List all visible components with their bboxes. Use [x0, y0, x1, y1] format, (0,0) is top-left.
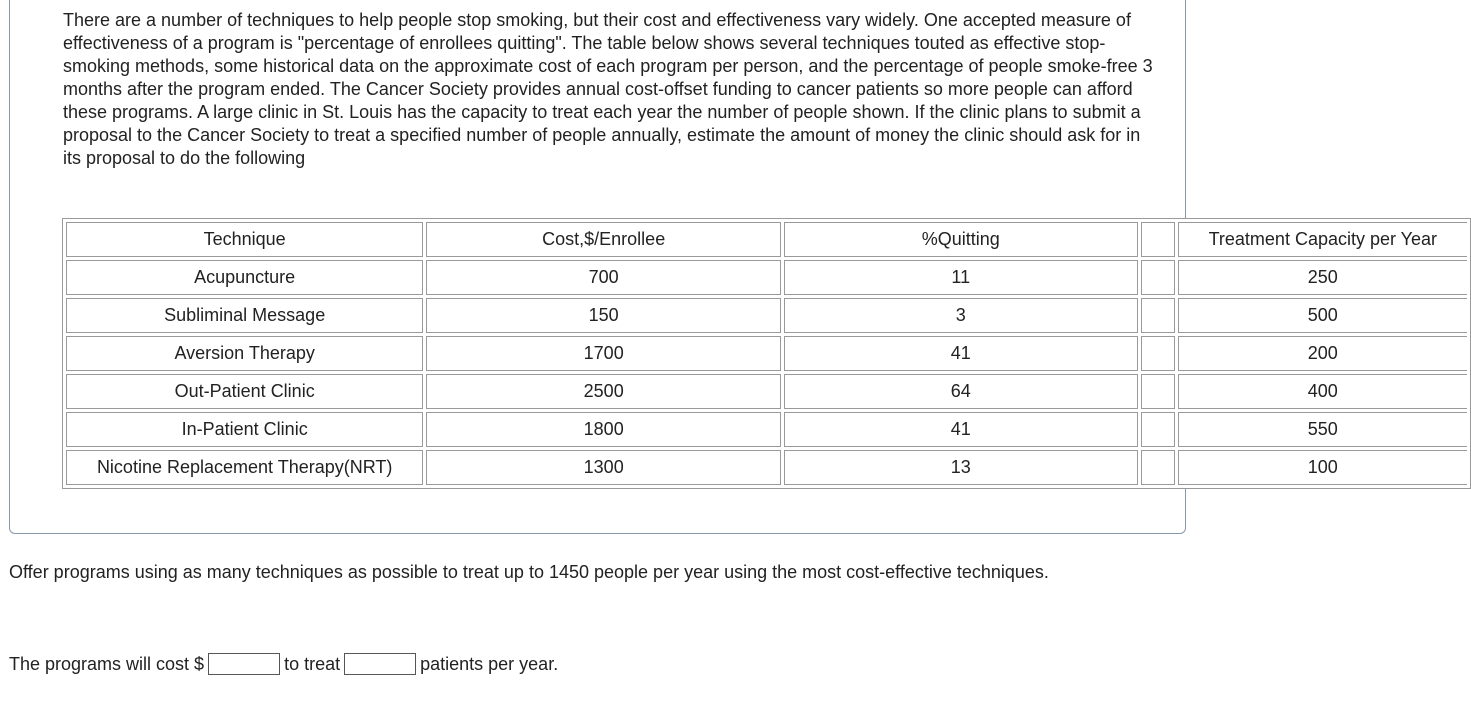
cell-cost: 2500	[426, 374, 781, 409]
cell-capacity: 550	[1178, 412, 1467, 447]
instruction-text: Offer programs using as many techniques as possible to treat up to 1450 people per year using the most cost-effective techniques.	[9, 562, 1049, 582]
cost-input[interactable]	[208, 653, 280, 675]
answer-prefix: The programs will cost $	[9, 653, 205, 674]
cell-capacity: 500	[1178, 298, 1467, 333]
header-capacity: Treatment Capacity per Year	[1178, 222, 1467, 257]
answer-suffix: patients per year.	[420, 653, 559, 674]
table-row	[66, 298, 1467, 333]
header-quitting: %Quitting	[784, 222, 1137, 257]
cell-capacity: 100	[1178, 450, 1467, 485]
cell-technique: In-Patient Clinic	[66, 412, 423, 447]
cell-empty	[1141, 450, 1175, 485]
cell-technique: Acupuncture	[66, 260, 423, 295]
cell-technique: Aversion Therapy	[66, 336, 423, 371]
table-row	[66, 374, 1467, 409]
cell-technique: Subliminal Message	[66, 298, 423, 333]
answer-line	[9, 653, 558, 675]
cell-capacity: 200	[1178, 336, 1467, 371]
header-cost: Cost,$/Enrollee	[426, 222, 781, 257]
cell-technique: Nicotine Replacement Therapy(NRT)	[66, 450, 423, 485]
table-row	[66, 450, 1467, 485]
cell-empty	[1141, 260, 1175, 295]
cell-empty	[1141, 336, 1175, 371]
cell-cost: 700	[426, 260, 781, 295]
problem-paragraph: There are a number of techniques to help people stop smoking, but their cost and effectiveness vary widely. One accepted measure of effectiveness of a program is "percentage of enrollees quitting". The table below shows several techniques touted as effective stop-smoking methods, some historical data on the approximate cost of each program per person, and the percentage of people smoke-free 3 months after the program ended. The Cancer Society provides annual cost-offset funding to cancer patients so more people can afford these programs. A large clinic in St. Louis has the capacity to treat each year the number of people shown. If the clinic plans to submit a proposal to the Cancer Society to treat a specified number of people annually, estimate the amount of money the clinic should ask for in its proposal to do the following	[63, 10, 1153, 168]
table-row	[66, 260, 1467, 295]
table-row	[66, 412, 1467, 447]
header-technique: Technique	[66, 222, 423, 257]
patients-input[interactable]	[344, 653, 416, 675]
table-row	[66, 336, 1467, 371]
cell-cost: 1700	[426, 336, 781, 371]
cell-empty	[1141, 412, 1175, 447]
cell-quitting: 11	[784, 260, 1137, 295]
cell-cost: 150	[426, 298, 781, 333]
cell-empty	[1141, 374, 1175, 409]
cell-quitting: 41	[784, 412, 1137, 447]
cell-technique: Out-Patient Clinic	[66, 374, 423, 409]
answer-middle: to treat	[284, 653, 341, 674]
cell-quitting: 13	[784, 450, 1137, 485]
cell-cost: 1800	[426, 412, 781, 447]
cell-empty	[1141, 298, 1175, 333]
header-empty	[1141, 222, 1175, 257]
table-header-row	[66, 222, 1467, 257]
cell-capacity: 400	[1178, 374, 1467, 409]
cell-capacity: 250	[1178, 260, 1467, 295]
cell-cost: 1300	[426, 450, 781, 485]
techniques-table	[62, 218, 1471, 489]
cell-quitting: 64	[784, 374, 1137, 409]
cell-quitting: 41	[784, 336, 1137, 371]
cell-quitting: 3	[784, 298, 1137, 333]
